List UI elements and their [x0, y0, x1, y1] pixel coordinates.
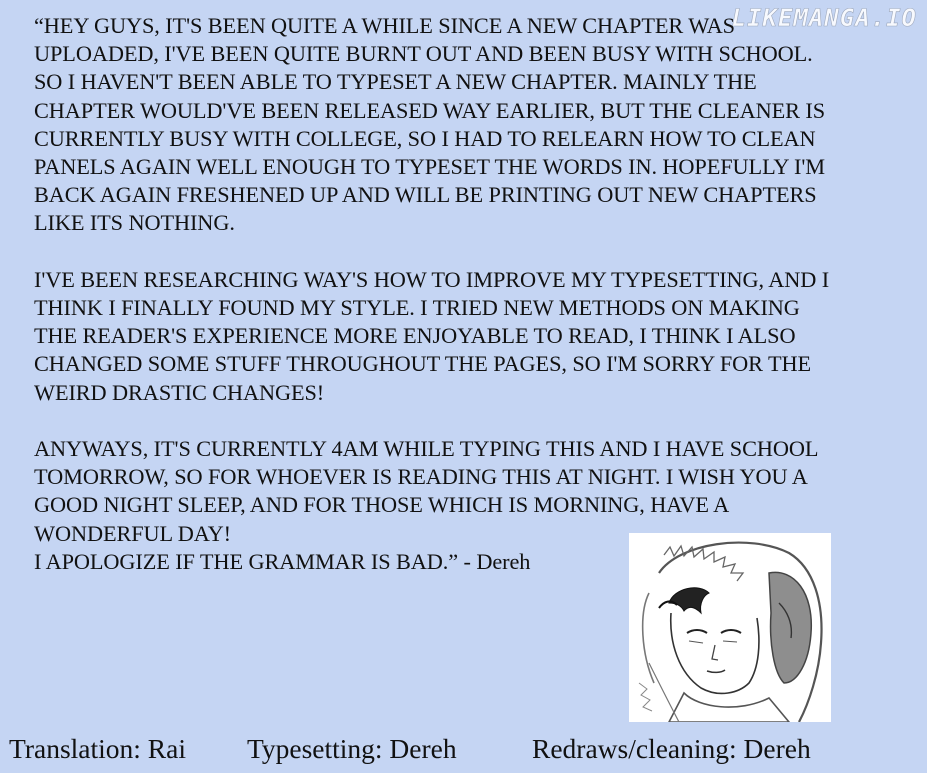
credit-translation: Translation: Rai — [9, 733, 186, 764]
credit-redraws-cleaning: Redraws/cleaning: Dereh — [532, 733, 811, 764]
credits-bar — [9, 731, 919, 769]
credit-typesetting: Typesetting: Dereh — [247, 733, 457, 764]
note-paragraph-1: “HEY GUYS, IT'S BEEN QUITE A WHILE SINCE A NEW CHAPTER WAS UPLOADED, I'VE BEEN QUITE BURNT OUT AND BEEN BUSY WITH SCHOOL. SO I HAVEN'T BEEN ABLE TO TYPESET A NEW CHAPTER. MAINLY THE CHAPTER WOULD'VE BEEN RELEASED WAY EARLIER, BUT THE CLEANER IS CURRENTLY BUSY WITH COLLEGE, SO I HAD TO RELEARN HOW TO CLEAN PANELS AGAIN WELL ENOUGH TO TYPESET THE WORDS IN. HOPEFULLY I'M BACK AGAIN FRESHENED UP AND WILL BE PRINTING OUT NEW CHAPTERS LIKE ITS NOTHING. — [34, 13, 826, 236]
character-sketch-image — [629, 533, 831, 722]
note-paragraph-2: I'VE BEEN RESEARCHING WAY'S HOW TO IMPROVE MY TYPESETTING, AND I THINK I FINALLY FOUND MY STYLE. I TRIED NEW METHODS ON MAKING THE READER'S EXPERIENCE MORE ENJOYABLE TO READ, I THINK I ALSO CHANGED SOME STUFF THROUGHOUT THE PAGES, SO I'M SORRY FOR THE WEIRD DRASTIC CHANGES! — [34, 266, 830, 405]
site-watermark: LIKEMANGA.IO — [731, 4, 917, 32]
note-paragraph-3: ANYWAYS, IT'S CURRENTLY 4AM WHILE TYPING THIS AND I HAVE SCHOOL TOMORROW, SO FOR WHOEVER IS READING THIS AT NIGHT. I WISH YOU A GOOD NIGHT SLEEP, AND FOR THOSE WHICH IS MORNING, HAVE A WONDERFUL DAY! I APOLOGIZE IF THE GRAMMAR IS BAD.” - Dereh — [34, 436, 819, 574]
character-portrait — [629, 533, 831, 722]
translator-note — [34, 12, 914, 576]
